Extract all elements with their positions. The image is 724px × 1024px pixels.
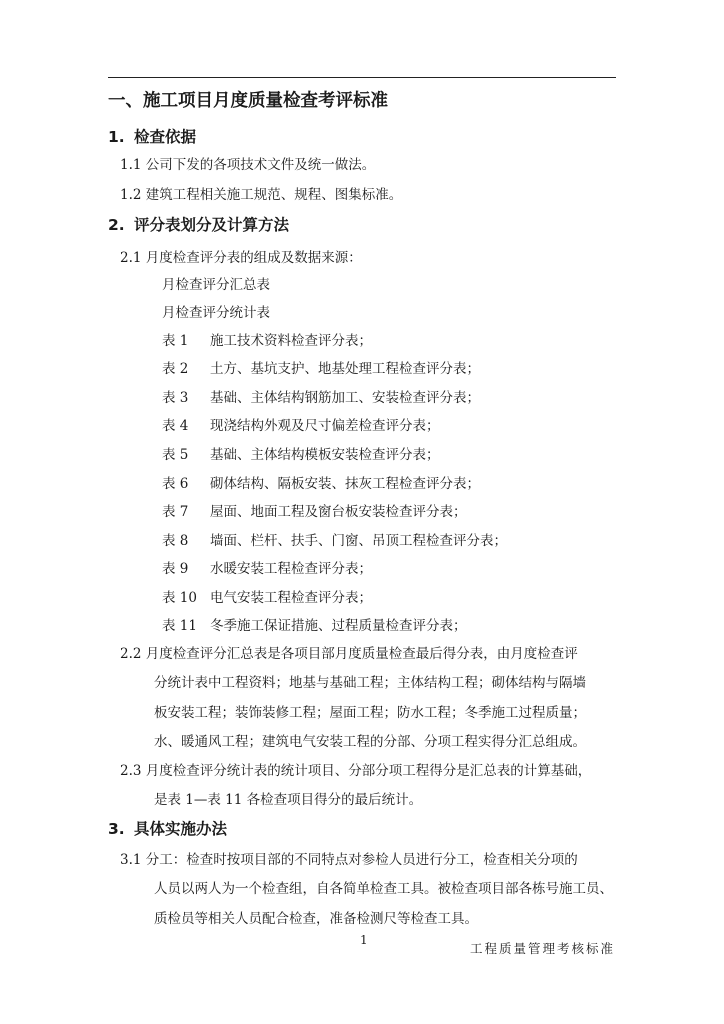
item-1-2: 1.2 建筑工程相关施工规范、规程、图集标准。: [120, 187, 403, 203]
section-1-heading: [108, 127, 196, 147]
table-name: 冬季施工保证措施、过程质量检查评分表；: [210, 618, 467, 634]
table-name: 施工技术资料检查评分表；: [210, 333, 372, 349]
table-list-item: [162, 389, 480, 407]
table-list-item: [162, 417, 440, 435]
table-list-item: [162, 560, 372, 578]
table-number: 表 7: [162, 504, 189, 520]
item-1-1: 1.1 公司下发的各项技术文件及统一做法。: [120, 157, 376, 173]
section-2-number: 2.: [108, 216, 125, 234]
item-3-1-line-3: 质检员等相关人员配合检查，准备检测尺等检查工具。: [154, 911, 478, 927]
table-list-item: [162, 446, 440, 464]
table-number: 表 8: [162, 533, 189, 549]
summary-form-1: 月检查评分汇总表: [162, 277, 270, 293]
table-name: 电气安装工程检查评分表；: [210, 590, 372, 606]
table-number: 表 5: [162, 447, 189, 463]
table-name: 现浇结构外观及尺寸偏差检查评分表；: [210, 418, 440, 434]
section-3-number: 3.: [108, 820, 125, 838]
table-list-item: [162, 589, 372, 607]
section-1-title: 检查依据: [134, 128, 197, 146]
item-2-1: 2.1 月度检查评分表的组成及数据来源：: [120, 250, 362, 266]
table-name: 水暖安装工程检查评分表；: [210, 561, 372, 577]
item-2-2-line-1: 2.2 月度检查评分汇总表是各项目部月度质量检查最后得分表，由月度检查评: [120, 646, 578, 662]
item-2-2-line-2: 分统计表中工程资料；地基与基础工程；主体结构工程；砌体结构与隔墙: [154, 675, 586, 691]
document-heading: 一、施工项目月度质量检查考评标准: [108, 91, 388, 111]
table-name: 屋面、地面工程及窗台板安装检查评分表；: [210, 504, 467, 520]
table-name: 基础、主体结构钢筋加工、安装检查评分表；: [210, 390, 480, 406]
table-number: 表 6: [162, 476, 189, 492]
table-list-item: [162, 332, 372, 350]
item-3-1-line-1: 3.1 分工：检查时按项目部的不同特点对参检人员进行分工，检查相关分项的: [120, 852, 578, 868]
table-number: 表 4: [162, 418, 189, 434]
table-list-item: [162, 532, 507, 550]
table-name: 墙面、栏杆、扶手、门窗、吊顶工程检查评分表；: [210, 533, 507, 549]
table-list-item: [162, 475, 480, 493]
footer-document-title: 工程质量管理考核标准: [470, 941, 616, 956]
item-2-2-line-3: 板安装工程；装饰装修工程；屋面工程；防水工程；冬季施工过程质量；: [154, 705, 586, 721]
page-number: 1: [360, 933, 368, 947]
table-name: 基础、主体结构模板安装检查评分表；: [210, 447, 440, 463]
table-list-item: [162, 503, 467, 521]
table-number: 表 11: [162, 618, 197, 634]
table-name: 土方、基坑支护、地基处理工程检查评分表；: [210, 361, 480, 377]
section-3-title: 具体实施办法: [134, 820, 228, 838]
table-number: 表 2: [162, 361, 189, 377]
table-number: 表 1: [162, 333, 189, 349]
item-2-3-line-1: 2.3 月度检查评分统计表的统计项目、分部分项工程得分是汇总表的计算基础，: [120, 763, 592, 779]
item-3-1-line-2: 人员以两人为一个检查组，自各简单检查工具。被检查项目部各栋号施工员、: [154, 881, 613, 897]
summary-form-2: 月检查评分统计表: [162, 305, 270, 321]
table-list-item: [162, 617, 467, 635]
table-name: 砌体结构、隔板安装、抹灰工程检查评分表；: [210, 476, 480, 492]
header-rule: [108, 77, 616, 78]
table-number: 表 3: [162, 390, 189, 406]
table-number: 表 10: [162, 590, 197, 606]
item-2-3-line-2: 是表 1—表 11 各检查项目得分的最后统计。: [154, 792, 423, 808]
table-list-item: [162, 360, 480, 378]
section-2-heading: [108, 215, 289, 235]
section-3-heading: [108, 819, 227, 839]
table-number: 表 9: [162, 561, 189, 577]
item-2-2-line-4: 水、暖通风工程；建筑电气安装工程的分部、分项工程实得分汇总组成。: [154, 734, 586, 750]
section-2-title: 评分表划分及计算方法: [134, 216, 290, 234]
section-1-number: 1.: [108, 128, 125, 146]
